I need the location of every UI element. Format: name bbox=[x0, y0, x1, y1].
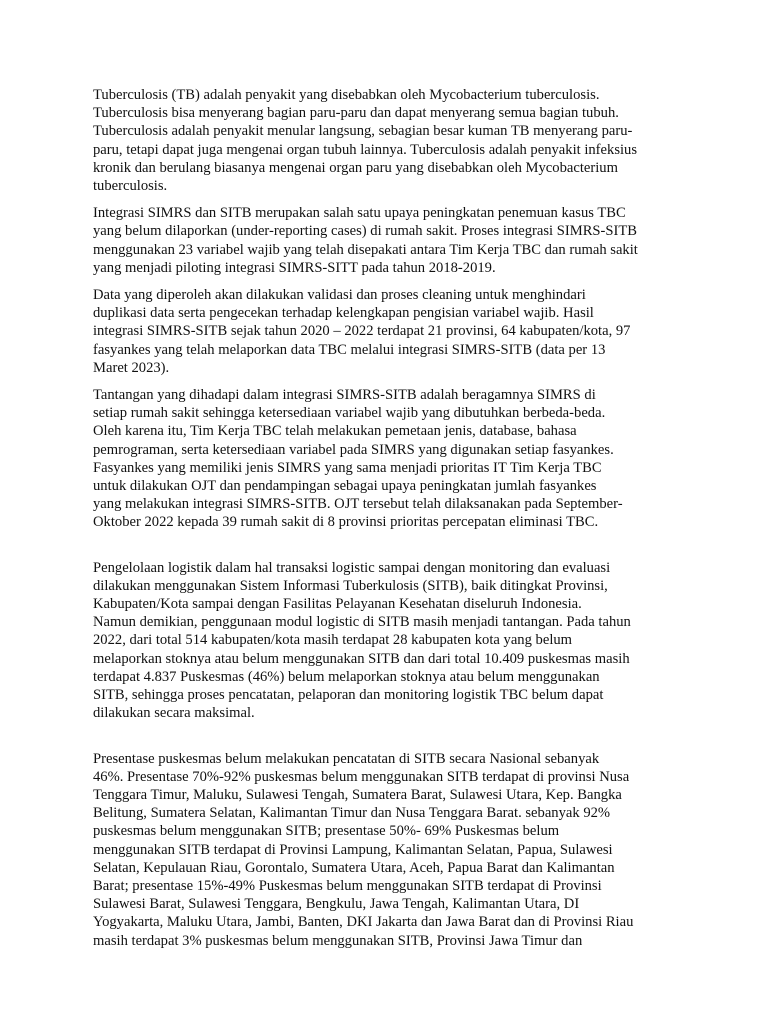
paragraph-puskesmas-percentage: Presentase puskesmas belum melakukan pencatatan di SITB secara Nasional sebanyak 46%. Presentase 70%-92% puskesmas belum menggunakan SITB terdapat di provinsi Nusa Tenggara Timur, Maluku, Sulawesi Tengah, Sumatera Barat, Sulawesi Utara, Kep. Bangka Belitung, Sumatera Selatan, Kalimantan Timur dan Nusa Tenggara Barat. sebanyak 92% puskesmas belum menggunakan SITB; presentase 50%- 69% Puskesmas belum menggunakan SITB terdapat di Provinsi Lampung, Kalimantan Selatan, Papua, Sulawesi Selatan, Kepulauan Riau, Gorontalo, Sumatera Utara, Aceh, Papua Barat dan Kalimantan Barat; presentase 15%-49% Puskesmas belum menggunakan SITB terdapat di Provinsi Sulawesi Barat, Sulawesi Tenggara, Bengkulu, Jawa Tengah, Kalimantan Utara, DI Yogyakarta, Maluku Utara, Jambi, Banten, DKI Jakarta dan Jawa Barat dan di Provinsi Riau masih terdapat 3% puskesmas belum menggunakan SITB, Provinsi Jawa Timur dan bbox=[93, 750, 634, 949]
paragraph-integration-challenges: Tantangan yang dihadapi dalam integrasi SIMRS-SITB adalah beragamnya SIMRS di setiap rumah sakit sehingga ketersediaan variabel wajib yang dibutuhkan berbeda-beda. Oleh karena itu, Tim Kerja TBC telah melakukan pemetaan jenis, database, bahasa pemrograman, serta ketersediaan variabel pada SIMRS yang digunakan setiap fasyankes. Fasyankes yang memiliki jenis SIMRS yang sama menjadi prioritas IT Tim Kerja TBC untuk dilakukan OJT dan pendampingan sebagai upaya peningkatan jumlah fasyankes yang melakukan integrasi SIMRS-SITB. OJT tersebut telah dilaksanakan pada September- Oktober 2022 kepada 39 rumah sakit di 8 provinsi prioritas percepatan eliminasi TBC. bbox=[93, 387, 623, 531]
paragraph-tuberculosis-definition: Tuberculosis (TB) adalah penyakit yang disebabkan oleh Mycobacterium tuberculosis. Tuberculosis bisa menyerang bagian paru-paru dan dapat menyerang semua bagian tubuh. Tuberculosis adalah penyakit menular langsung, sebagian besar kuman TB menyerang paru- paru, tetapi dapat juga mengenai organ tubuh lainnya. Tuberculosis adalah penyakit infeksius kronik dan berulang biasanya mengenai organ paru yang disebabkan oleh Mycobacterium tuberculosis. bbox=[93, 87, 638, 195]
paragraph-data-validation: Data yang diperoleh akan dilakukan validasi dan proses cleaning untuk menghindari duplikasi data serta pengecekan terhadap kelengkapan pengisian variabel wajib. Hasil integrasi SIMRS-SITB sejak tahun 2020 – 2022 terdapat 21 provinsi, 64 kabupaten/kota, 97 fasyankes yang telah melaporkan data TBC melalui integrasi SIMRS-SITB (data per 13 Maret 2023). bbox=[93, 287, 631, 376]
document-page bbox=[93, 86, 675, 959]
paragraph-logistics-management: Pengelolaan logistik dalam hal transaksi logistic sampai dengan monitoring dan evaluasi dilakukan menggunakan Sistem Informasi Tuberkulosis (SITB), baik ditingkat Provinsi, Kabupaten/Kota sampai dengan Fasilitas Pelayanan Kesehatan diseluruh Indonesia. Namun demikian, penggunaan modul logistic di SITB masih menjadi tantangan. Pada tahun 2022, dari total 514 kabupaten/kota masih terdapat 28 kabupaten kota yang belum melaporkan stoknya atau belum menggunakan SITB dan dari total 10.409 puskesmas masih terdapat 4.837 Puskesmas (46%) belum melaporkan stoknya atau belum menggunakan SITB, sehingga proses pencatatan, pelaporan dan monitoring logistik TBC belum dapat dilakukan secara maksimal. bbox=[93, 559, 631, 722]
paragraph-simrs-sitb-integration: Integrasi SIMRS dan SITB merupakan salah satu upaya peningkatan penemuan kasus TBC yang belum dilaporkan (under-reporting cases) di rumah sakit. Proses integrasi SIMRS-SITB menggunakan 23 variabel wajib yang telah disepakati antara Tim Kerja TBC dan rumah sakit yang menjadi piloting integrasi SIMRS-SITT pada tahun 2018-2019. bbox=[93, 205, 638, 276]
